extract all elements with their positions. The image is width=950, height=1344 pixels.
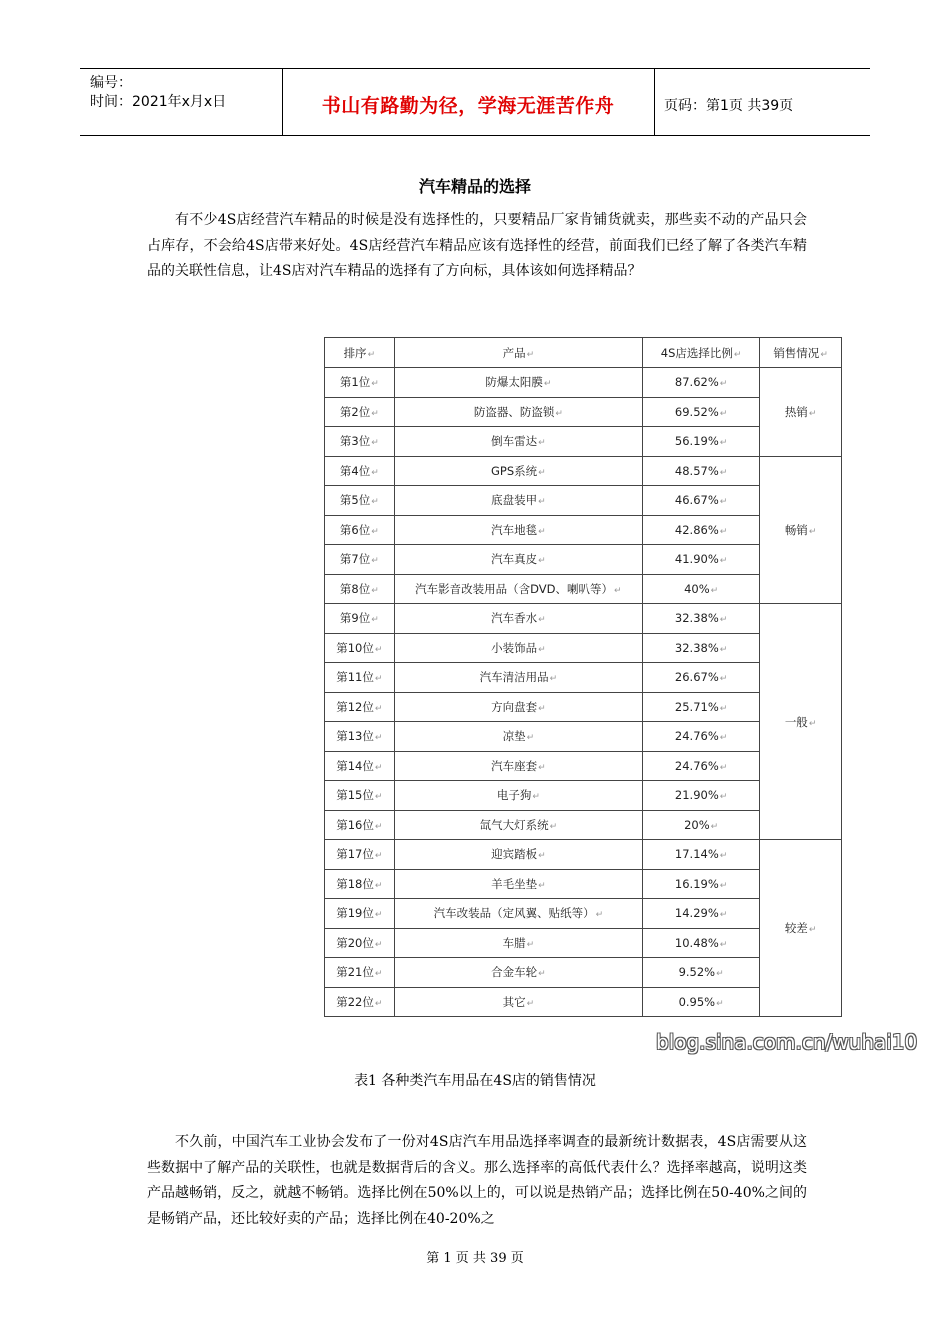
sales-table [324, 337, 842, 1017]
rank-cell: 第17位↵ [325, 840, 395, 870]
rank-cell: 第8位↵ [325, 574, 395, 604]
ratio-cell: 26.67%↵ [643, 663, 760, 693]
doc-number-label: 编号： [90, 75, 132, 91]
product-cell: 电子狗↵ [394, 781, 642, 811]
rank-cell: 第1位↵ [325, 368, 395, 398]
ratio-cell: 20%↵ [643, 810, 760, 840]
ratio-cell: 32.38%↵ [643, 604, 760, 634]
product-cell: 汽车香水↵ [394, 604, 642, 634]
ratio-cell: 24.76%↵ [643, 722, 760, 752]
ratio-cell: 21.90%↵ [643, 781, 760, 811]
document-title: 汽车精品的选择 [418, 177, 531, 196]
col-header-rank: 排序↵ [325, 338, 395, 368]
ratio-cell: 10.48%↵ [643, 928, 760, 958]
ratio-cell: 56.19%↵ [643, 427, 760, 457]
ratio-cell: 40%↵ [643, 574, 760, 604]
product-cell: 倒车雷达↵ [394, 427, 642, 457]
rank-cell: 第2位↵ [325, 397, 395, 427]
rank-cell: 第15位↵ [325, 781, 395, 811]
product-cell: 迎宾踏板↵ [394, 840, 642, 870]
ratio-cell: 41.90%↵ [643, 545, 760, 575]
ratio-cell: 46.67%↵ [643, 486, 760, 516]
rank-cell: 第4位↵ [325, 456, 395, 486]
rank-cell: 第3位↵ [325, 427, 395, 457]
page-footer: 第 1 页 共 39 页 [426, 1251, 524, 1266]
ratio-cell: 17.14%↵ [643, 840, 760, 870]
rank-cell: 第21位↵ [325, 958, 395, 988]
product-cell: 合金车轮↵ [394, 958, 642, 988]
rank-cell: 第12位↵ [325, 692, 395, 722]
rank-cell: 第20位↵ [325, 928, 395, 958]
table-row [325, 456, 842, 486]
col-header-ratio: 4S店选择比例↵ [643, 338, 760, 368]
ratio-cell: 16.19%↵ [643, 869, 760, 899]
sales-table-figure [324, 337, 844, 1037]
ratio-cell: 9.52%↵ [643, 958, 760, 988]
page-header [80, 68, 870, 136]
rank-cell: 第7位↵ [325, 545, 395, 575]
ratio-cell: 87.62%↵ [643, 368, 760, 398]
product-cell: 汽车改装品（定风翼、贴纸等）↵ [394, 899, 642, 929]
product-cell: GPS系统↵ [394, 456, 642, 486]
table-body [325, 368, 842, 1017]
rank-cell: 第16位↵ [325, 810, 395, 840]
product-cell: 防爆太阳膜↵ [394, 368, 642, 398]
intro-paragraph: 有不少4S店经营汽车精品的时候是没有选择性的，只要精品厂家肯铺货就卖，那些卖不动的产品只会占库存，不会给4S店带来好处。4S店经营汽车精品应该有选择性的经营，前面我们已经了解了各类汽车精品的关联性信息，让4S店对汽车精品的选择有了方向标，具体该如何选择精品？ [147, 212, 807, 280]
body-paragraph: 不久前，中国汽车工业协会发布了一份对4S店汽车用品选择率调查的最新统计数据表，4S店需要从这些数据中了解产品的关联性，也就是数据背后的含义。那么选择率的高低代表什么？选择率越高，说明这类产品越畅销，反之，就越不畅销。选择比例在50%以上的，可以说是热销产品；选择比例在50-40%之间的是畅销产品，还比较好卖的产品；选择比例在40-20%之 [147, 1134, 807, 1227]
product-cell: 小装饰品↵ [394, 633, 642, 663]
header-page-cell [654, 69, 870, 135]
rank-cell: 第19位↵ [325, 899, 395, 929]
ratio-cell: 48.57%↵ [643, 456, 760, 486]
col-header-product: 产品↵ [394, 338, 642, 368]
header-motto-cell [282, 69, 655, 135]
sales-status-cell: 畅销↵ [760, 456, 842, 604]
ratio-cell: 14.29%↵ [643, 899, 760, 929]
product-cell: 其它↵ [394, 987, 642, 1017]
product-cell: 羊毛坐垫↵ [394, 869, 642, 899]
blog-watermark: blog.sina.com.cn/wuhai10 [656, 1030, 918, 1054]
rank-cell: 第11位↵ [325, 663, 395, 693]
sales-status-cell: 一般↵ [760, 604, 842, 840]
header-page-info: 页码：第1页 共39页 [664, 98, 794, 114]
product-cell: 汽车真皮↵ [394, 545, 642, 575]
rank-cell: 第9位↵ [325, 604, 395, 634]
rank-cell: 第18位↵ [325, 869, 395, 899]
product-cell: 汽车座套↵ [394, 751, 642, 781]
rank-cell: 第6位↵ [325, 515, 395, 545]
col-header-status: 销售情况↵ [760, 338, 842, 368]
ratio-cell: 69.52%↵ [643, 397, 760, 427]
doc-time-label: 时间：2021年x月x日 [90, 94, 227, 110]
product-cell: 汽车影音改装用品（含DVD、喇叭等）↵ [394, 574, 642, 604]
product-cell: 凉垫↵ [394, 722, 642, 752]
product-cell: 氙气大灯系统↵ [394, 810, 642, 840]
product-cell: 底盘装甲↵ [394, 486, 642, 516]
ratio-cell: 0.95%↵ [643, 987, 760, 1017]
rank-cell: 第10位↵ [325, 633, 395, 663]
sales-status-cell: 热销↵ [760, 368, 842, 457]
product-cell: 车腊↵ [394, 928, 642, 958]
product-cell: 汽车清洁用品↵ [394, 663, 642, 693]
product-cell: 汽车地毯↵ [394, 515, 642, 545]
sales-status-cell: 较差↵ [760, 840, 842, 1017]
rank-cell: 第14位↵ [325, 751, 395, 781]
ratio-cell: 25.71%↵ [643, 692, 760, 722]
product-cell: 防盗器、防盗锁↵ [394, 397, 642, 427]
table-caption: 表1 各种类汽车用品在4S店的销售情况 [354, 1073, 596, 1089]
rank-cell: 第22位↵ [325, 987, 395, 1017]
table-header-row [325, 338, 842, 368]
header-motto: 书山有路勤为径，学海无涯苦作舟 [321, 95, 615, 117]
ratio-cell: 24.76%↵ [643, 751, 760, 781]
header-meta-cell [80, 69, 283, 135]
ratio-cell: 32.38%↵ [643, 633, 760, 663]
table-row [325, 840, 842, 870]
product-cell: 方向盘套↵ [394, 692, 642, 722]
ratio-cell: 42.86%↵ [643, 515, 760, 545]
rank-cell: 第5位↵ [325, 486, 395, 516]
table-row [325, 368, 842, 398]
table-row [325, 604, 842, 634]
rank-cell: 第13位↵ [325, 722, 395, 752]
